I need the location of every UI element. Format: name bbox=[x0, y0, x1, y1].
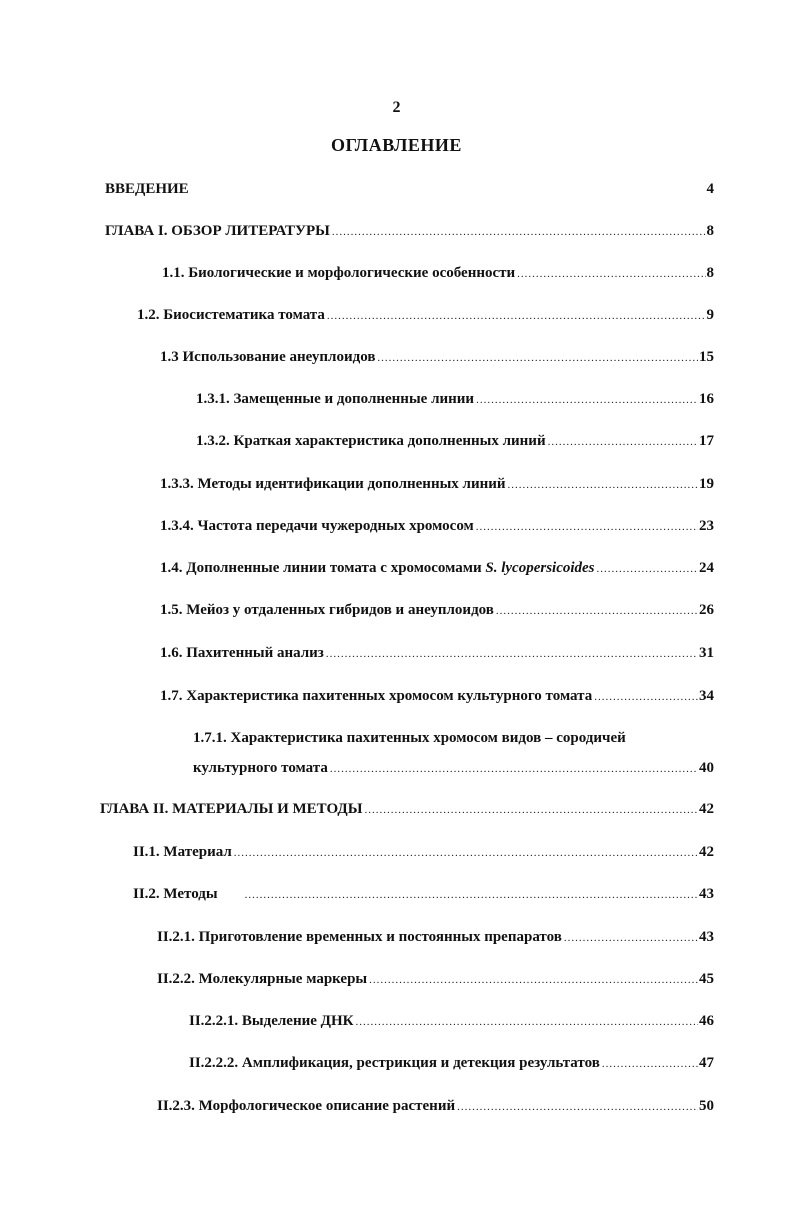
toc-entry-page: 15 bbox=[699, 349, 714, 365]
toc-leader bbox=[364, 804, 698, 816]
toc-entry-page: 24 bbox=[699, 560, 714, 576]
toc-entry-label: 1.3.1. Замещенные и дополненные линии bbox=[196, 391, 475, 407]
toc-leader bbox=[377, 352, 698, 364]
toc-leader bbox=[476, 521, 698, 533]
toc-entry-label: II.1. Материал bbox=[133, 844, 232, 860]
toc-entry-label: 1.5. Мейоз у отдаленных гибридов и анеуплоидов bbox=[160, 602, 494, 618]
toc-entry-page: 17 bbox=[699, 433, 714, 449]
toc-entry-label: 1.3.4. Частота передачи чужеродных хромосом bbox=[160, 518, 474, 534]
toc-entry-1-6[interactable] bbox=[160, 645, 714, 662]
toc-entry-label: ГЛАВА I. ОБЗОР ЛИТЕРАТУРЫ bbox=[105, 223, 330, 239]
toc-entry-1-7[interactable] bbox=[160, 688, 714, 705]
toc-entry-2-1[interactable] bbox=[133, 844, 714, 861]
toc-entry-page: 46 bbox=[699, 1013, 714, 1029]
toc-entry-label: 1.1. Биологические и морфологические особенности bbox=[162, 265, 516, 281]
page-number: 2 bbox=[392, 99, 401, 116]
toc-entry-2-2-2-2[interactable] bbox=[189, 1055, 714, 1072]
toc-leader bbox=[517, 268, 705, 280]
toc-title: ОГЛАВЛЕНИЕ bbox=[331, 135, 462, 155]
toc-entry-label-text: 1.4. Дополненные линии томата с хромосомами bbox=[160, 560, 486, 576]
toc-leader bbox=[457, 1101, 698, 1113]
toc-entry-page: 40 bbox=[699, 760, 714, 776]
toc-entry-1-2[interactable] bbox=[137, 307, 714, 324]
toc-entry-label: II.2.2. Молекулярные маркеры bbox=[157, 971, 368, 987]
toc-leader bbox=[564, 932, 698, 944]
toc-entry-label: II.2.2.1. Выделение ДНК bbox=[189, 1013, 354, 1029]
toc-entry-label: 1.2. Биосистематика томата bbox=[137, 307, 325, 323]
toc-entry-page: 19 bbox=[699, 476, 714, 492]
toc-leader bbox=[327, 310, 706, 322]
toc-entry-label: II.2.3. Морфологическое описание растений bbox=[157, 1098, 456, 1114]
toc-entry-label bbox=[160, 560, 596, 577]
toc-entry-label: 1.3.3. Методы идентификации дополненных линий bbox=[160, 476, 506, 492]
toc-entry-1-1[interactable] bbox=[162, 265, 714, 282]
toc-entry-label: 1.6. Пахитенный анализ bbox=[160, 645, 324, 661]
toc-leader bbox=[597, 563, 698, 575]
toc-entry-page: 16 bbox=[699, 391, 714, 407]
toc-leader bbox=[476, 394, 698, 406]
toc-entry-page: 34 bbox=[699, 688, 714, 704]
toc-entry-label: ВВЕДЕНИЕ bbox=[105, 181, 189, 197]
toc-entry-chapter-1[interactable] bbox=[105, 223, 714, 240]
toc-entry-label: II.2. Методы bbox=[133, 886, 218, 902]
toc-entry-2-2-3[interactable] bbox=[157, 1098, 714, 1115]
toc-entry-2-2[interactable] bbox=[133, 886, 714, 903]
toc-entry-label: культурного томата bbox=[193, 760, 328, 776]
toc-leader bbox=[369, 974, 698, 986]
toc-leader bbox=[326, 648, 698, 660]
toc-entry-chapter-2[interactable] bbox=[100, 801, 714, 818]
toc-entry-1-7-1[interactable] bbox=[193, 760, 714, 777]
toc-entry-label: 1.3 Использование анеуплоидов bbox=[160, 349, 376, 365]
toc-leader bbox=[356, 1016, 698, 1028]
toc-entry-page: 42 bbox=[699, 801, 714, 817]
toc-entry-2-2-2[interactable] bbox=[157, 971, 714, 988]
toc-entry-label: 1.7. Характеристика пахитенных хромосом культурного томата bbox=[160, 688, 593, 704]
toc-leader bbox=[508, 479, 698, 491]
toc-entry-2-2-2-1[interactable] bbox=[189, 1013, 714, 1030]
toc-leader bbox=[234, 847, 698, 859]
toc-entry-page: 4 bbox=[706, 181, 714, 197]
toc-entry-1-3-1[interactable] bbox=[196, 391, 714, 408]
toc-entry-page: 47 bbox=[699, 1055, 714, 1071]
toc-entry-page: 26 bbox=[699, 602, 714, 618]
toc-leader bbox=[330, 763, 698, 775]
toc-entry-page: 43 bbox=[699, 929, 714, 945]
toc-entry-page: 42 bbox=[699, 844, 714, 860]
species-name: S. lycopersicoides bbox=[485, 560, 595, 576]
toc-entry-page: 8 bbox=[706, 223, 714, 239]
toc-entry-page: 45 bbox=[699, 971, 714, 987]
toc-entry-1-3-2[interactable] bbox=[196, 433, 714, 450]
toc-entry-page: 9 bbox=[706, 307, 714, 323]
toc-entry-page: 50 bbox=[699, 1098, 714, 1114]
toc-leader bbox=[548, 436, 698, 448]
toc-entry-page: 8 bbox=[706, 265, 714, 281]
toc-entry-1-5[interactable] bbox=[160, 602, 714, 619]
toc-entry-introduction[interactable] bbox=[105, 181, 714, 198]
toc-leader bbox=[602, 1058, 698, 1070]
toc-entry-1-3[interactable] bbox=[160, 349, 714, 366]
toc-entry-label: II.2.1. Приготовление временных и постоянных препаратов bbox=[157, 929, 562, 945]
toc-leader bbox=[245, 889, 698, 901]
toc-entry-label-line1: 1.7.1. Характеристика пахитенных хромосом видов – сородичей bbox=[193, 730, 626, 746]
toc-entry-1-4[interactable] bbox=[160, 560, 714, 577]
toc-entry-label: 1.3.2. Краткая характеристика дополненных линий bbox=[196, 433, 546, 449]
toc-leader bbox=[496, 605, 698, 617]
toc-entry-label: II.2.2.2. Амплификация, рестрикция и детекция результатов bbox=[189, 1055, 600, 1071]
toc-leader bbox=[594, 691, 698, 703]
toc-entry-page: 23 bbox=[699, 518, 714, 534]
toc-entry-1-3-4[interactable] bbox=[160, 518, 714, 535]
toc-entry-1-3-3[interactable] bbox=[160, 476, 714, 493]
toc-entry-page: 31 bbox=[699, 645, 714, 661]
toc-leader bbox=[332, 226, 706, 238]
toc-entry-2-2-1[interactable] bbox=[157, 929, 714, 946]
toc-entry-label: ГЛАВА II. МАТЕРИАЛЫ И МЕТОДЫ bbox=[100, 801, 363, 817]
toc-entry-page: 43 bbox=[699, 886, 714, 902]
